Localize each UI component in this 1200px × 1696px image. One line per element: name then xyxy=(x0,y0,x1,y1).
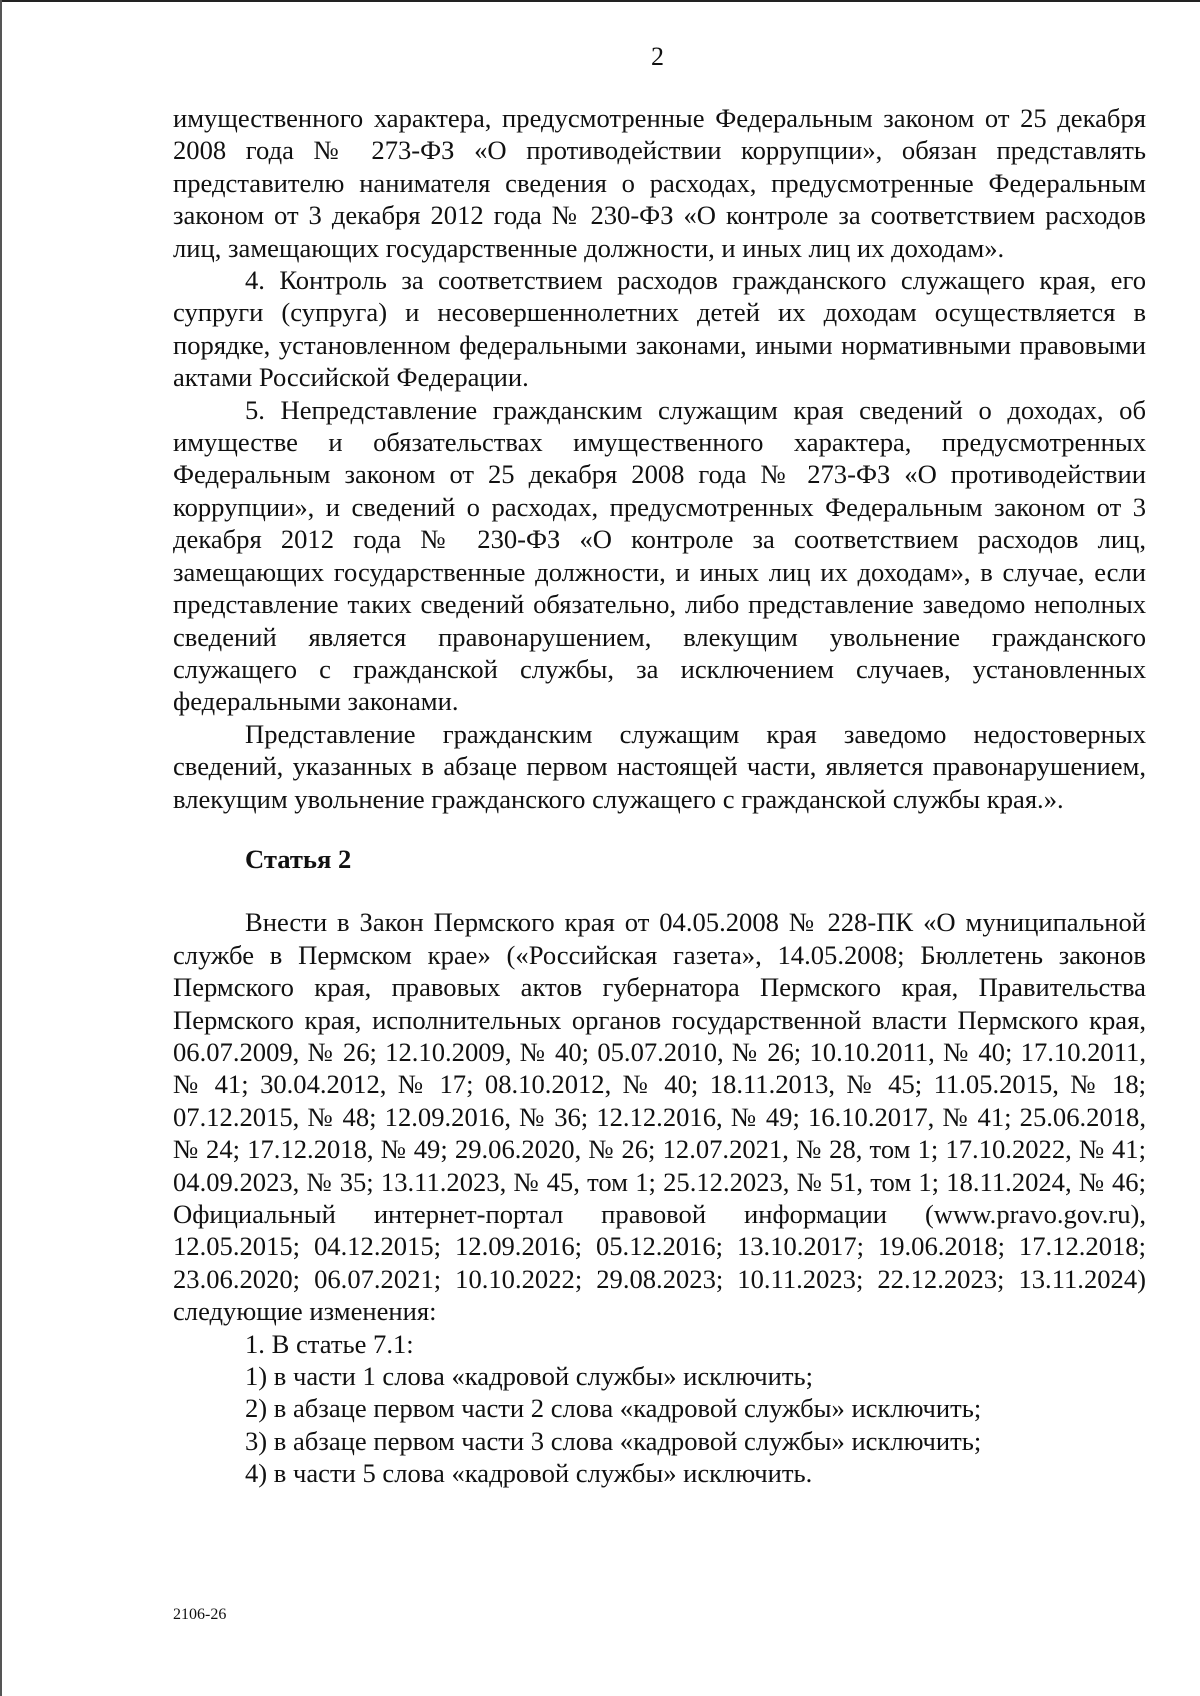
paragraph-amendment-intro: Внести в Закон Пермского края от 04.05.2008 № 228-ПК «О муниципальной службе в Пермском крае» («Российская газета», 14.05.2008; Бюллетень законов Пермского края, правовых актов губернатора Пермского края, Правительства Пермского края, исполнительных органов государственной власти Пермского края, 06.07.2009, № 26; 12.10.2009, № 40; 05.07.2010, № 26; 10.10.2011, № 40; 17.10.2011, № 41; 30.04.2012, № 17; 08.10.2012, № 40; 18.11.2013, № 45; 11.05.2015, № 18; 07.12.2015, № 48; 12.09.2016, № 36; 12.12.2016, № 49; 16.10.2017, № 41; 25.06.2018, № 24; 17.12.2018, № 49; 29.06.2020, № 26; 12.07.2021, № 28, том 1; 17.10.2022, № 41; 04.09.2023, № 35; 13.11.2023, № 45, том 1; 25.12.2023, № 51, том 1; 18.11.2024, № 46; Официальный интернет-портал правовой информации (www.pravo.gov.ru), 12.05.2015; 04.12.2015; 12.09.2016; 05.12.2016; 13.10.2017; 19.06.2018; 17.12.2018; 23.06.2020; 06.07.2021; 10.10.2022; 29.08.2023; 10.11.2023; 22.12.2023; 13.11.2024) следующие изменения: xyxy=(173,907,1146,1327)
list-item: 3) в абзаце первом части 3 слова «кадровой службы» исключить; xyxy=(245,1425,982,1456)
paragraph-item-5-second: Представление гражданским служащим края заведомо недостоверных сведений, указанных в абзаце первом настоящей части, является правонарушением, влекущим увольнение гражданского служащего с гражданской службы края.». xyxy=(173,718,1146,814)
paragraph-continuation: имущественного характера, предусмотренные Федеральным законом от 25 декабря 2008 года № 273-ФЗ «О противодействии коррупции», обязан представлять представителю нанимателя сведения о расходах, предусмотренные Федеральным законом от 3 декабря 2012 года № 230-ФЗ «О контроле за соответствием расходов лиц, замещающих государственные должности, и иных лиц их доходам». xyxy=(173,103,1146,263)
document-body xyxy=(173,102,1146,1490)
article-heading: Статья 2 xyxy=(245,843,352,874)
scan-top-edge xyxy=(0,0,1200,2)
page-number: 2 xyxy=(651,42,664,71)
document-code: 2106-26 xyxy=(173,1606,227,1623)
list-item: 4) в части 5 слова «кадровой службы» исключить. xyxy=(245,1458,813,1489)
list-item: 1. В статье 7.1: xyxy=(245,1328,414,1359)
paragraph-item-4: 4. Контроль за соответствием расходов гражданского служащего края, его супруги (супруга) и несовершеннолетних детей их доходам осуществляется в порядке, установленном федеральными законами, иными нормативными правовыми актами Российской Федерации. xyxy=(173,265,1146,393)
list-item: 2) в абзаце первом части 2 слова «кадровой службы» исключить; xyxy=(245,1393,982,1424)
scan-left-edge xyxy=(0,0,2,1696)
paragraph-item-5: 5. Непредставление гражданским служащим края сведений о доходах, об имуществе и обязательствах имущественного характера, предусмотренных Федеральным законом от 25 декабря 2008 года № 273-ФЗ «О противодействии коррупции», и сведений о расходах, предусмотренных Федеральным законом от 3 декабря 2012 года № 230-ФЗ «О контроле за соответствием расходов лиц, замещающих государственные должности, и иных лиц их доходам», в случае, если представление таких сведений обязательно, либо представление заведомо неполных сведений является правонарушением, влекущим увольнение гражданского служащего с гражданской службы, за исключением случаев, установленных федеральными законами. xyxy=(173,394,1146,717)
list-item: 1) в части 1 слова «кадровой службы» исключить; xyxy=(245,1361,813,1392)
